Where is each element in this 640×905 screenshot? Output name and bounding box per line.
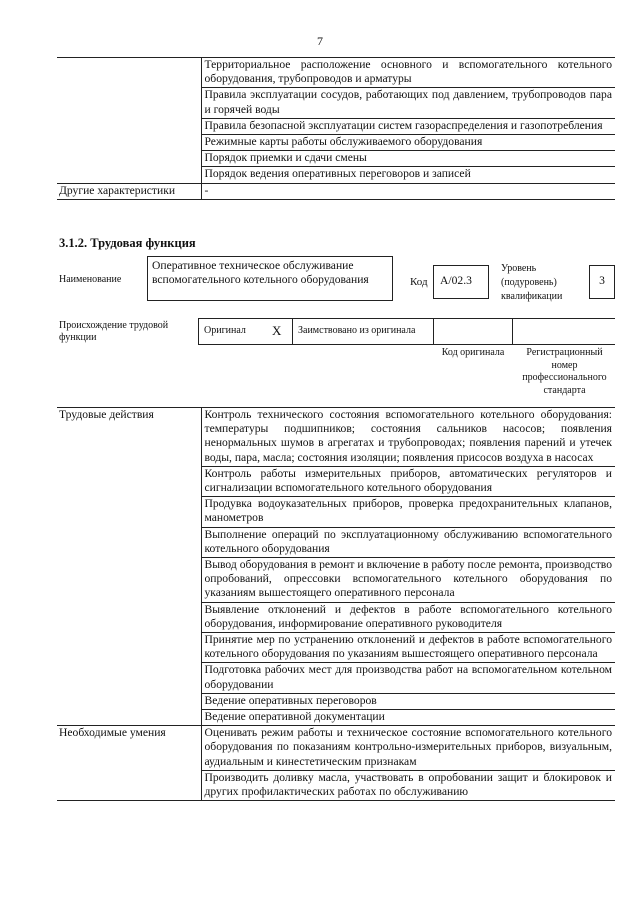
origin-borrowed-cell: Заимствовано из оригинала xyxy=(292,318,434,345)
skill-item: Производить доливку масла, участвовать в опробовании защит и блокировок и других профилактических работах по обслуживанию xyxy=(201,770,615,800)
labor-action-item: Ведение оперативной документации xyxy=(201,710,615,726)
level-label: Уровень (подуровень) квалификации xyxy=(501,263,563,302)
labor-action-item: Выполнение операций по эксплуатационному обслуживанию вспомогательного котельного оборудования xyxy=(201,527,615,557)
knowledge-item: Правила безопасной эксплуатации систем газораспределения и газопотребления xyxy=(201,118,615,134)
labor-action-item: Вывод оборудования в ремонт и включение в работу после ремонта, производство опробований, опрессовки вспомогательного котельного оборудования по указаниям вышестоящего оперативного персонала xyxy=(201,558,615,603)
labor-action-item: Подготовка рабочих мест для производства работ на вспомогательном котельном оборудовании xyxy=(201,663,615,693)
origin-code-cell xyxy=(433,318,513,345)
labor-action-item: Ведение оперативных переговоров xyxy=(201,693,615,709)
labor-action-item: Контроль технического состояния вспомогательного котельного оборудования: температуры подшипников; состояния сальников насосов; появления ненормальных шумов в агрегатах и трубопроводах; появления парений и утечек воды, пара, масла; состояния изоляции; появления присосов воздуха в насосах xyxy=(201,408,615,467)
skill-item: Оценивать режим работы и техническое состояние вспомогательного котельного оборудования по показаниям контрольно-измерительных приборов, визуальным, аудиальным и кинестетическим признакам xyxy=(201,726,615,771)
origin-reg-cell xyxy=(512,318,615,345)
code-label: Код xyxy=(410,276,428,288)
origin-code-caption: Код оригинала xyxy=(441,347,505,358)
function-name-box: Оперативное техническое обслуживание вспомогательного котельного оборудования xyxy=(147,256,393,301)
knowledge-table xyxy=(57,57,615,200)
knowledge-item: Территориальное расположение основного и вспомогательного котельного оборудования, трубопроводов и арматуры xyxy=(201,58,615,88)
labor-actions-table xyxy=(57,407,615,801)
knowledge-item: Порядок приемки и сдачи смены xyxy=(201,151,615,167)
labor-action-item: Продувка водоуказательных приборов, проверка предохранительных клапанов, манометров xyxy=(201,497,615,527)
knowledge-item: Режимные карты работы обслуживаемого оборудования xyxy=(201,135,615,151)
page-number: 7 xyxy=(317,34,323,48)
other-characteristics-value: - xyxy=(201,183,615,199)
skills-label: Необходимые умения xyxy=(57,726,201,801)
origin-reg-caption: Регистрационный номер профессионального стандарта xyxy=(522,347,607,396)
labor-action-item: Принятие мер по устранению отклонений и дефектов в работе вспомогательного котельного оборудования по указаниям вышестоящего оперативного персонала xyxy=(201,633,615,663)
origin-label: Происхождение трудовой функции xyxy=(59,320,169,343)
knowledge-item: Правила эксплуатации сосудов, работающих под давлением, трубопроводов пара и горячей воды xyxy=(201,88,615,118)
labor-action-item: Контроль работы измерительных приборов, автоматических регуляторов и сигнализации вспомогательного котельного оборудования xyxy=(201,466,615,496)
knowledge-item: Порядок ведения оперативных переговоров и записей xyxy=(201,167,615,183)
knowledge-label-cell xyxy=(57,58,201,184)
origin-original-cell xyxy=(198,318,293,345)
qualification-level-box: 3 xyxy=(589,265,615,299)
function-code-box: A/02.3 xyxy=(433,265,489,299)
other-characteristics-label: Другие характеристики xyxy=(57,183,201,199)
origin-original-label: Оригинал xyxy=(204,325,246,336)
name-label: Наименование xyxy=(59,274,122,285)
origin-mark: X xyxy=(272,323,282,338)
labor-actions-label: Трудовые действия xyxy=(57,408,201,726)
labor-action-item: Выявление отклонений и дефектов в работе вспомогательного котельного оборудования, информирование оперативного руководителя xyxy=(201,602,615,632)
section-heading: 3.1.2. Трудовая функция xyxy=(59,236,196,250)
